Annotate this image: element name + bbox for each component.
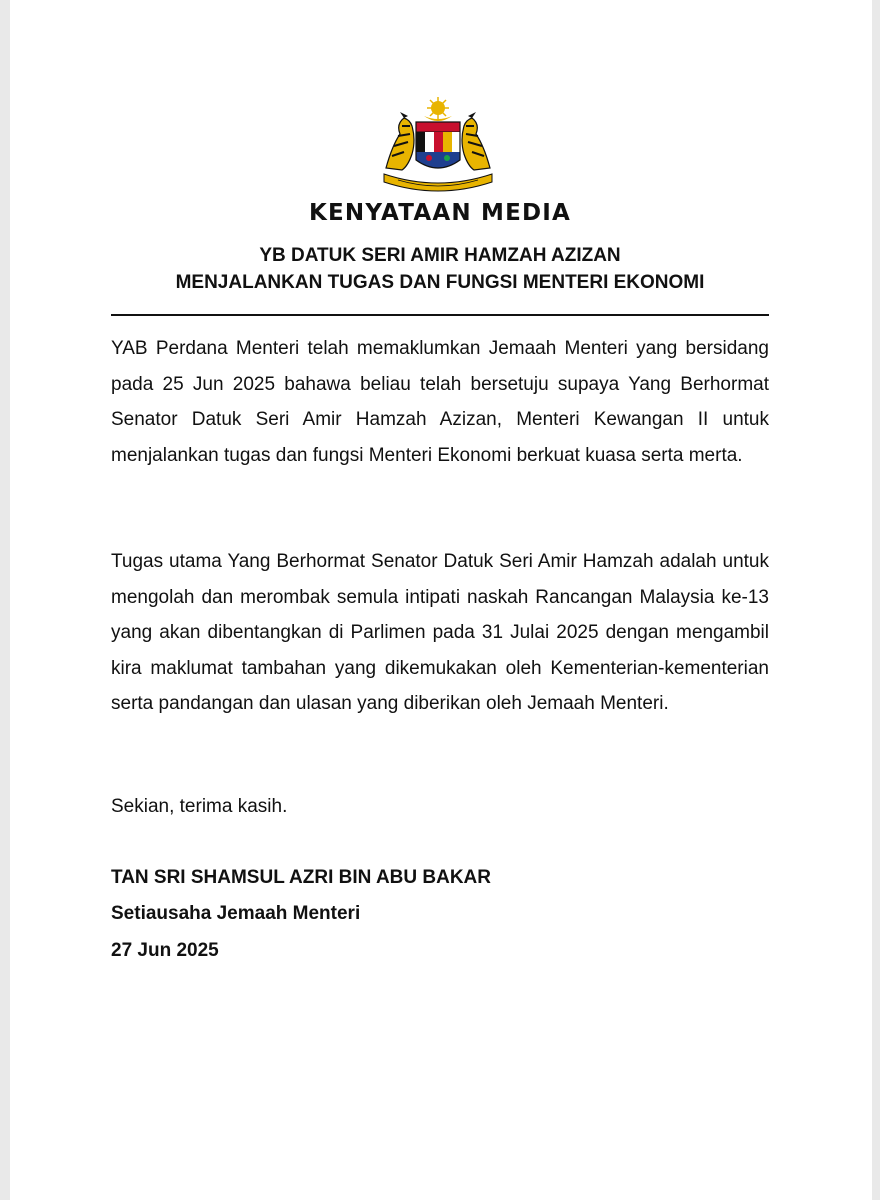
subtitle-line-1: YB DATUK SERI AMIR HAMZAH AZIZAN <box>259 245 621 266</box>
statement-date: 27 Jun 2025 <box>111 940 219 961</box>
crest-icon <box>378 96 498 192</box>
closing-line: Sekian, terima kasih. <box>111 796 288 817</box>
body-paragraph-2: Tugas utama Yang Berhormat Senator Datuk Seri Amir Hamzah adalah untuk mengolah dan merombak semula intipati naskah Rancangan Malaysia ke-13 yang akan dibentangkan di Parlimen pada 31 Julai 2025 dengan mengambil kira maklumat tambahan yang dikemukakan oleh Kementerian-kementerian serta pandangan dan ulasan yang diberikan oleh Jemaah Menteri. <box>111 551 769 714</box>
crest-shield <box>416 122 460 168</box>
crest-left-tiger <box>386 112 414 170</box>
crest-star <box>424 97 452 121</box>
signatory-title: Setiausaha Jemaah Menteri <box>111 903 361 924</box>
header-divider <box>111 314 769 316</box>
crest-right-tiger <box>462 112 490 170</box>
crest-motto-ribbon <box>384 174 492 191</box>
subtitle-line-2: MENJALANKAN TUGAS DAN FUNGSI MENTERI EKONOMI <box>175 272 705 293</box>
coat-of-arms-crest <box>378 96 498 192</box>
signatory-name: TAN SRI SHAMSUL AZRI BIN ABU BAKAR <box>111 867 491 888</box>
document-heading: KENYATAAN MEDIA <box>308 200 572 226</box>
body-paragraph-1: YAB Perdana Menteri telah memaklumkan Jemaah Menteri yang bersidang pada 25 Jun 2025 bahawa beliau telah bersetuju supaya Yang Berhormat Senator Datuk Seri Amir Hamzah Azizan, Menteri Kewangan II untuk menjalankan tugas dan fungsi Menteri Ekonomi berkuat kuasa serta merta. <box>111 338 769 466</box>
